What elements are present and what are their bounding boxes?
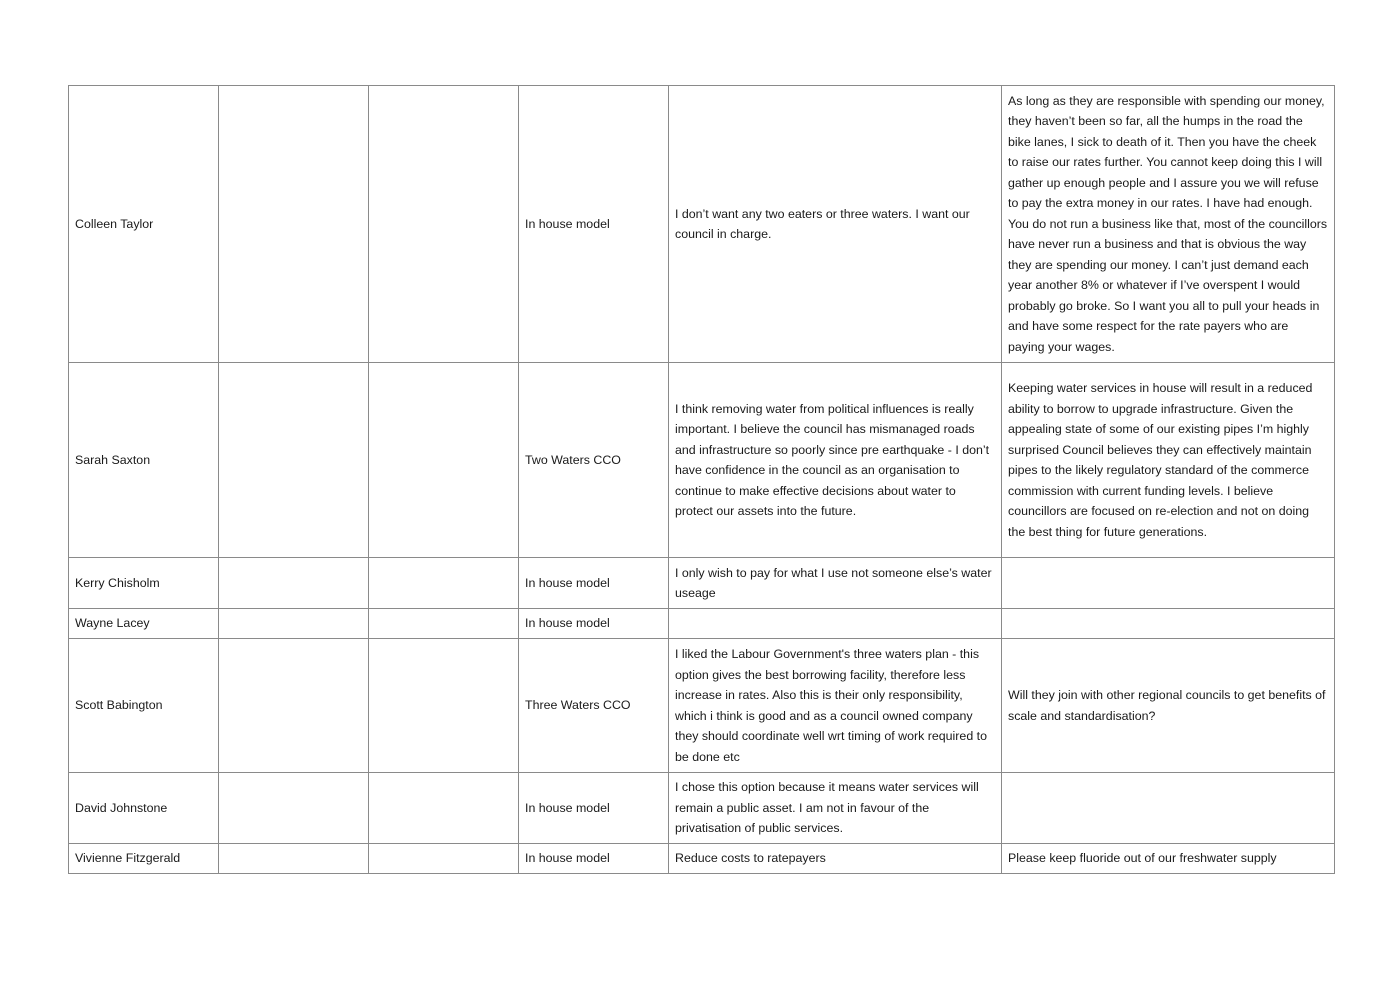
blank-cell	[219, 558, 369, 609]
comment-cell: As long as they are responsible with spending our money, they haven’t been so far, all the humps in the road the bike lanes, I sick to death of it. Then you have the cheek to raise our rates further. You cannot keep doing this I will gather up enough people and I assure you we will refuse to pay the extra money in our rates. I have had enough. You do not run a business like that, most of the councillors have never run a business and that is obvious the way they are spending our money. I can’t just demand each year another 8% or whatever if I’ve overspent I would probably go broke. So I want you all to pull your heads in and have some respect for the rate payers who are paying your wages.	[1002, 86, 1335, 363]
comment-cell: Will they join with other regional councils to get benefits of scale and standardisation?	[1002, 639, 1335, 773]
preferred-option-cell: Three Waters CCO	[519, 639, 669, 773]
table-row	[69, 609, 1335, 639]
submitter-name-cell: Vivienne Fitzgerald	[69, 844, 219, 874]
reason-cell: Reduce costs to ratepayers	[669, 844, 1002, 874]
submitter-name-cell: Kerry Chisholm	[69, 558, 219, 609]
reason-cell: I only wish to pay for what I use not someone else’s water useage	[669, 558, 1002, 609]
comment-cell	[1002, 609, 1335, 639]
comment-cell	[1002, 558, 1335, 609]
submitter-name-cell: Scott Babington	[69, 639, 219, 773]
blank-cell	[369, 558, 519, 609]
table-row	[69, 844, 1335, 874]
blank-cell	[219, 639, 369, 773]
blank-cell	[219, 363, 369, 558]
submissions-table	[68, 85, 1335, 874]
blank-cell	[369, 773, 519, 844]
table-row	[69, 558, 1335, 609]
submitter-name-cell: Sarah Saxton	[69, 363, 219, 558]
comment-cell: Keeping water services in house will result in a reduced ability to borrow to upgrade infrastructure. Given the appealing state of some of our existing pipes I’m highly surprised Council believes they can effectively maintain pipes to the likely regulatory standard of the commerce commission with current funding levels. I believe councillors are focused on re-election and not on doing the best thing for future generations.	[1002, 363, 1335, 558]
preferred-option-cell: Two Waters CCO	[519, 363, 669, 558]
submitter-name-cell: David Johnstone	[69, 773, 219, 844]
submitter-name-cell: Colleen Taylor	[69, 86, 219, 363]
blank-cell	[369, 86, 519, 363]
preferred-option-cell: In house model	[519, 609, 669, 639]
preferred-option-cell: In house model	[519, 86, 669, 363]
preferred-option-cell: In house model	[519, 844, 669, 874]
blank-cell	[369, 363, 519, 558]
reason-cell: I think removing water from political influences is really important. I believe the council has mismanaged roads and infrastructure so poorly since pre earthquake - I don’t have confidence in the council as an organisation to continue to make effective decisions about water to protect our assets into the future.	[669, 363, 1002, 558]
comment-cell: Please keep fluoride out of our freshwater supply	[1002, 844, 1335, 874]
table-row	[69, 363, 1335, 558]
blank-cell	[369, 844, 519, 874]
blank-cell	[219, 844, 369, 874]
blank-cell	[219, 86, 369, 363]
blank-cell	[219, 773, 369, 844]
table-row	[69, 773, 1335, 844]
comment-cell	[1002, 773, 1335, 844]
reason-cell: I don’t want any two eaters or three waters. I want our council in charge.	[669, 86, 1002, 363]
blank-cell	[369, 639, 519, 773]
blank-cell	[219, 609, 369, 639]
table-row	[69, 639, 1335, 773]
preferred-option-cell: In house model	[519, 773, 669, 844]
submitter-name-cell: Wayne Lacey	[69, 609, 219, 639]
blank-cell	[369, 609, 519, 639]
preferred-option-cell: In house model	[519, 558, 669, 609]
reason-cell: I liked the Labour Government's three waters plan - this option gives the best borrowing facility, therefore less increase in rates. Also this is their only responsibility, which i think is good and as a council owned company they should coordinate well wrt timing of work required to be done etc	[669, 639, 1002, 773]
table-row	[69, 86, 1335, 363]
reason-cell	[669, 609, 1002, 639]
reason-cell: I chose this option because it means water services will remain a public asset. I am not in favour of the privatisation of public services.	[669, 773, 1002, 844]
